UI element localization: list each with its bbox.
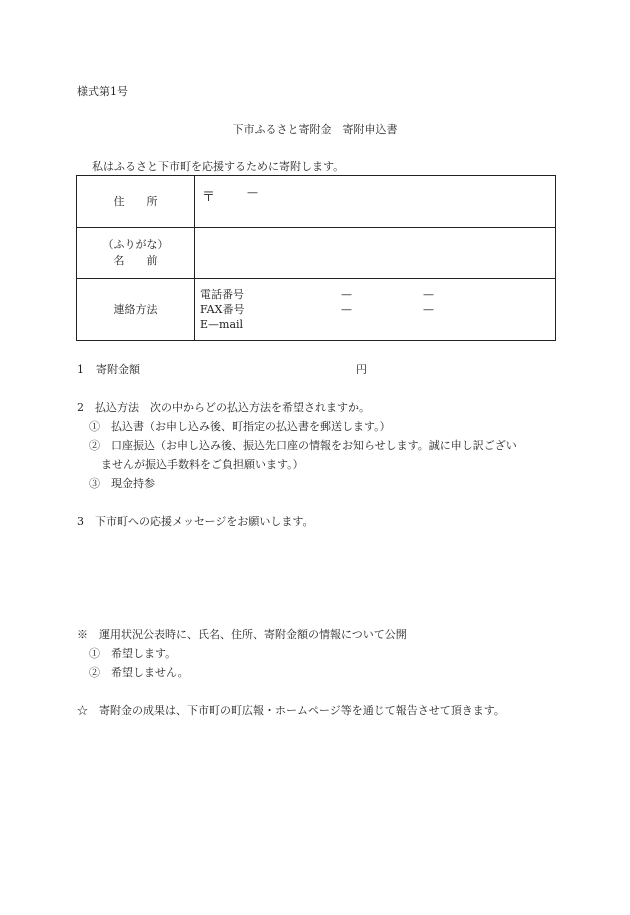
payment-method-heading: 2 払込方法 次の中からどの払込方法を希望されますか。 (77, 401, 370, 414)
support-message-heading: 3 下市町への応援メッセージをお願いします。 (77, 515, 314, 528)
phone-label: 電話番号 (200, 288, 244, 301)
disclosure-note-heading: ※ 運用状況公表時に、氏名、住所、寄附金額の情報について公開 (77, 628, 407, 641)
payment-option-3: ③ 現金持参 (89, 477, 155, 490)
donation-amount-label: 寄附金額 (96, 363, 140, 376)
name-row (77, 228, 556, 279)
yen-unit: 円 (356, 363, 367, 376)
form-number: 様式第1号 (77, 85, 128, 98)
disclosure-option-2: ② 希望しません。 (89, 666, 189, 679)
payment-option-2: ② 口座振込（お申し込み後、振込先口座の情報をお知らせします。誠に申し訳ござい (89, 439, 517, 452)
address-label-a: 住 (113, 194, 125, 208)
contact-row (77, 279, 556, 341)
name-field[interactable] (195, 228, 556, 279)
name-label-cell (77, 228, 195, 279)
applicant-info-table (76, 175, 556, 341)
address-label-b: 所 (146, 194, 158, 208)
item1-number: 1 (77, 363, 84, 376)
postal-code-dash: — (247, 186, 258, 199)
address-label-cell (77, 176, 195, 228)
fax-dash-2: — (423, 303, 434, 316)
fax-dash-1: — (341, 303, 352, 316)
footer-note: ☆ 寄附金の成果は、下市町の町広報・ホームページ等を通じて報告させて頂きます。 (77, 704, 505, 717)
name-label-b: 前 (146, 254, 158, 267)
contact-label: 連絡方法 (77, 279, 195, 341)
document-title: 下市ふるさと寄附金 寄附申込書 (232, 123, 398, 136)
intro-text: 私はふるさと下市町を応援するために寄附します。 (92, 160, 345, 173)
phone-dash-2: — (423, 288, 434, 301)
email-label: E—mail (200, 318, 244, 331)
phone-dash-1: — (341, 288, 352, 301)
name-label-a: 名 (113, 254, 125, 267)
address-field[interactable] (195, 176, 556, 228)
fax-label: FAX番号 (200, 303, 245, 316)
contact-field[interactable] (195, 279, 556, 341)
address-row (77, 176, 556, 228)
payment-option-1: ① 払込書（お申し込み後、町指定の払込書を郵送します。） (89, 420, 391, 433)
payment-option-2-continued: ませんが振込手数料をご負担願います。） (101, 458, 304, 471)
furigana-label: （ふりがな） (102, 238, 169, 251)
disclosure-option-1: ① 希望します。 (89, 647, 177, 660)
postal-mark: 〒 (202, 190, 216, 205)
